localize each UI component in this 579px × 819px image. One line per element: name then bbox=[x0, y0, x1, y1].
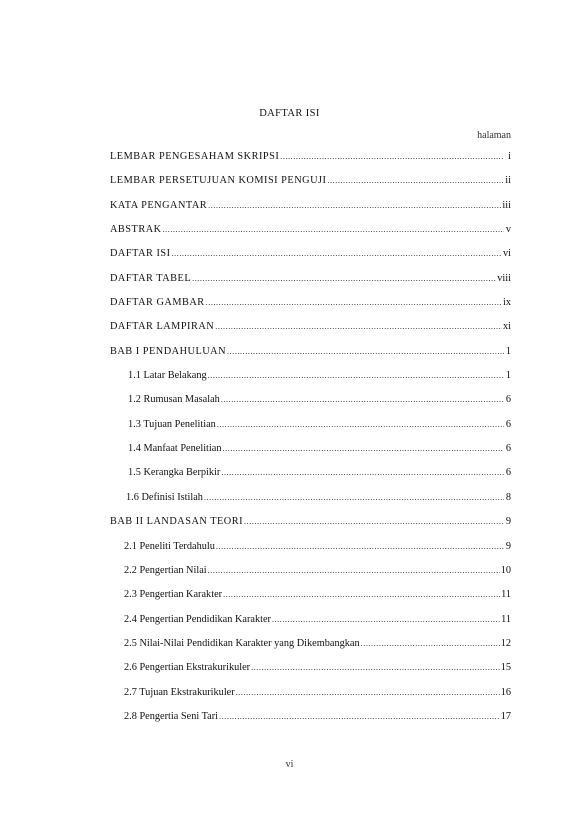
dot-leader bbox=[215, 322, 502, 331]
toc-entry-page: 10 bbox=[500, 564, 511, 576]
dot-leader bbox=[272, 615, 500, 624]
toc-entry-page: 11 bbox=[501, 589, 511, 601]
toc-entry-label: BAB I PENDAHULUAN bbox=[110, 345, 227, 357]
toc-entry-label: LEMBAR PERSETUJUAN KOMISI PENGUJI bbox=[110, 175, 327, 187]
toc-entry-page: xi bbox=[502, 321, 511, 333]
toc-entry-page: 9 bbox=[505, 516, 511, 528]
toc-entry-2-4[interactable] bbox=[110, 614, 511, 638]
toc-entry-label: 1.3 Tujuan Penelitian bbox=[128, 418, 216, 430]
dot-leader bbox=[219, 712, 500, 721]
dot-leader bbox=[236, 688, 500, 697]
toc-entry-label: DAFTAR LAMPIRAN bbox=[110, 321, 215, 333]
toc-entry-2-2[interactable] bbox=[110, 565, 511, 589]
toc-entry-label: 2.1 Peneliti Terdahulu bbox=[124, 540, 215, 552]
toc-entry-kata-pengantar[interactable] bbox=[110, 200, 511, 224]
toc-entry-page: 12 bbox=[500, 637, 511, 649]
toc-entry-2-1[interactable] bbox=[110, 541, 511, 565]
toc-entry-page: 6 bbox=[505, 418, 511, 430]
toc-entry-label: DAFTAR ISI bbox=[110, 248, 171, 260]
dot-leader bbox=[221, 395, 504, 404]
toc-entry-page: 9 bbox=[505, 540, 511, 552]
dot-leader bbox=[361, 639, 500, 648]
toc-entry-label: 2.2 Pengertian Nilai bbox=[124, 564, 207, 576]
dot-leader bbox=[163, 225, 504, 234]
dot-leader bbox=[251, 663, 500, 672]
toc-entry-page: ix bbox=[502, 297, 511, 309]
toc-entry-2-7[interactable] bbox=[110, 687, 511, 711]
toc-entry-2-3[interactable] bbox=[110, 589, 511, 613]
dot-leader bbox=[327, 176, 504, 185]
toc-entry-lembar-pengesahan[interactable] bbox=[110, 151, 511, 175]
toc-entry-page: 11 bbox=[501, 613, 511, 625]
dot-leader bbox=[217, 420, 504, 429]
toc-entry-page: i bbox=[508, 151, 511, 162]
toc-entry-bab-2[interactable] bbox=[110, 516, 511, 540]
dot-leader bbox=[244, 517, 504, 526]
toc-entry-1-2[interactable] bbox=[110, 394, 511, 418]
toc-entry-label: BAB II LANDASAN TEORI bbox=[110, 516, 244, 528]
toc-entry-daftar-lampiran[interactable] bbox=[110, 321, 511, 345]
toc-entry-page: v bbox=[505, 224, 511, 236]
dot-leader bbox=[208, 566, 500, 575]
toc-entry-label: DAFTAR TABEL bbox=[110, 272, 192, 284]
toc-entry-1-1[interactable] bbox=[110, 370, 511, 394]
toc-entry-page: 15 bbox=[500, 662, 511, 674]
toc-entry-1-3[interactable] bbox=[110, 419, 511, 443]
toc-entry-2-6[interactable] bbox=[110, 662, 511, 686]
toc-entry-label: 1.2 Rumusan Masalah bbox=[128, 394, 220, 406]
toc-entry-page: ii bbox=[505, 175, 511, 187]
toc-entry-label: ABSTRAK bbox=[110, 224, 162, 236]
toc-entry-lembar-persetujuan[interactable] bbox=[110, 175, 511, 199]
page-number: vi bbox=[285, 759, 294, 770]
dot-leader bbox=[221, 468, 504, 477]
dot-leader bbox=[280, 152, 504, 161]
toc-entry-page: 6 bbox=[505, 467, 511, 479]
toc-entry-page: 17 bbox=[500, 710, 511, 722]
toc-entry-label: 2.6 Pengertian Ekstrakurikuler bbox=[124, 662, 251, 674]
toc-entry-page: vi bbox=[502, 248, 511, 260]
toc-entry-1-5[interactable] bbox=[110, 467, 511, 491]
toc-entry-label: 2.3 Pengertian Karakter bbox=[124, 589, 223, 601]
toc-entry-1-4[interactable] bbox=[110, 443, 511, 467]
dot-leader bbox=[223, 444, 504, 453]
toc-entry-1-6[interactable] bbox=[110, 492, 511, 516]
toc-entry-page: 6 bbox=[505, 443, 511, 455]
toc-entry-label: 2.8 Pengertia Seni Tari bbox=[124, 710, 219, 722]
dot-leader bbox=[172, 249, 502, 258]
dot-leader bbox=[204, 493, 504, 502]
toc-entry-label: 2.7 Tujuan Ekstrakurikuler bbox=[124, 686, 235, 698]
dot-leader bbox=[208, 201, 501, 210]
toc-entry-page: iii bbox=[502, 199, 511, 211]
dot-leader bbox=[223, 590, 500, 599]
dot-leader bbox=[192, 274, 496, 283]
toc-entry-page: 1 bbox=[505, 370, 511, 382]
toc-entry-abstrak[interactable] bbox=[110, 224, 511, 248]
toc-entry-bab-1[interactable] bbox=[110, 346, 511, 370]
toc-entry-label: KATA PENGANTAR bbox=[110, 199, 208, 211]
dot-leader bbox=[216, 542, 504, 551]
toc-entry-2-8[interactable] bbox=[110, 711, 511, 735]
page-column-header: halaman bbox=[477, 130, 511, 141]
toc-entry-page: 8 bbox=[505, 491, 511, 503]
toc-entry-label: 1.6 Definisi Istilah bbox=[126, 491, 203, 503]
toc-entry-label: 1.4 Manfaat Penelitian bbox=[128, 443, 222, 455]
dot-leader bbox=[206, 298, 502, 307]
table-of-contents bbox=[110, 151, 511, 735]
toc-entry-page: 1 bbox=[505, 345, 511, 357]
toc-entry-label: DAFTAR GAMBAR bbox=[110, 297, 205, 309]
page-title: DAFTAR ISI bbox=[259, 108, 320, 119]
toc-entry-label: 1.5 Kerangka Berpikir bbox=[128, 467, 221, 479]
toc-entry-2-5[interactable] bbox=[110, 638, 511, 662]
toc-entry-page: 16 bbox=[500, 686, 511, 698]
toc-entry-label: LEMBAR PENGESAHAM SKRIPSI bbox=[110, 151, 280, 162]
toc-entry-daftar-gambar[interactable] bbox=[110, 297, 511, 321]
toc-entry-page: viii bbox=[497, 272, 511, 284]
toc-entry-page: 6 bbox=[505, 394, 511, 406]
toc-entry-daftar-isi[interactable] bbox=[110, 248, 511, 272]
toc-entry-label: 1.1 Latar Belakang bbox=[128, 370, 207, 382]
toc-entry-daftar-tabel[interactable] bbox=[110, 273, 511, 297]
toc-entry-label: 2.5 Nilai-Nilai Pendidikan Karakter yang Dikembangkan bbox=[124, 637, 360, 649]
toc-entry-label: 2.4 Pengertian Pendidikan Karakter bbox=[124, 613, 271, 625]
dot-leader bbox=[208, 371, 504, 380]
dot-leader bbox=[227, 347, 504, 356]
